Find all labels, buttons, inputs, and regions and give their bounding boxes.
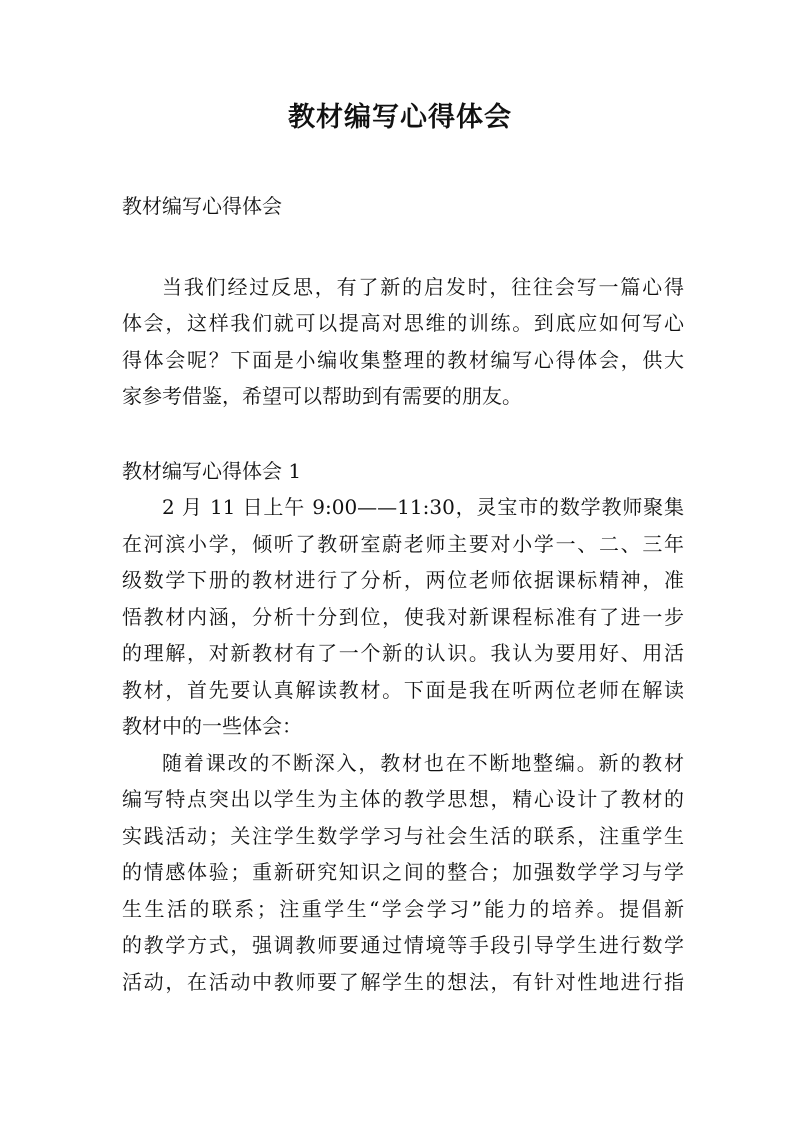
paragraph-line: 教材，首先要认真解读教材。下面是我在听两位老师在解读 bbox=[122, 677, 684, 702]
paragraph-line: 编写特点突出以学生为主体的教学思想，精心设计了教材的 bbox=[122, 787, 684, 811]
paragraph-line: 悟教材内涵，分析十分到位，使我对新课程标准有了进一步 bbox=[122, 604, 684, 629]
subtitle: 教材编写心得体会 bbox=[122, 194, 282, 218]
intro-line: 当我们经过反思，有了新的启发时，往往会写一篇心得 bbox=[162, 274, 684, 299]
section-heading: 教材编写心得体会 1 bbox=[122, 458, 302, 483]
paragraph-1 bbox=[122, 489, 684, 745]
paragraph-line: 的理解，对新教材有了一个新的认识。我认为要用好、用活 bbox=[122, 641, 684, 665]
paragraph-line: 实践活动；关注学生数学学习与社会生活的联系，注重学生 bbox=[122, 823, 684, 848]
paragraph-line: 在河滨小学，倾听了教研室蔚老师主要对小学一、二、三年 bbox=[122, 531, 684, 556]
paragraph-line: 的教学方式，强调教师要通过情境等手段引导学生进行数学 bbox=[122, 933, 684, 957]
intro-line: 家参考借鉴，希望可以帮助到有需要的朋友。 bbox=[122, 384, 522, 408]
intro-line: 体会，这样我们就可以提高对思维的训练。到底应如何写心 bbox=[122, 311, 684, 335]
intro-line: 得体会呢？下面是小编收集整理的教材编写心得体会，供大 bbox=[122, 347, 684, 372]
paragraph-line: 2 月 11 日上午 9:00——11:30，灵宝市的数学教师聚集 bbox=[162, 495, 684, 519]
document-body bbox=[122, 188, 684, 1000]
paragraph-line: 教材中的一些体会： bbox=[122, 714, 302, 738]
paragraph-line: 级数学下册的教材进行了分析，两位老师依据课标精神，准 bbox=[122, 568, 684, 592]
paragraph-2 bbox=[122, 745, 684, 1001]
paragraph-line: 生生活的联系；注重学生“学会学习”能力的培养。提倡新 bbox=[122, 896, 684, 921]
intro-paragraph bbox=[122, 269, 684, 415]
spacer bbox=[122, 225, 684, 269]
paragraph-line: 的情感体验；重新研究知识之间的整合；加强数学学习与学 bbox=[122, 860, 684, 884]
spacer bbox=[122, 415, 684, 453]
paragraph-line: 随着课改的不断深入，教材也在不断地整编。新的教材 bbox=[162, 750, 684, 775]
document-title: 教材编写心得体会 bbox=[288, 102, 512, 133]
paragraph-line: 活动，在活动中教师要了解学生的想法，有针对性地进行指 bbox=[122, 969, 684, 994]
